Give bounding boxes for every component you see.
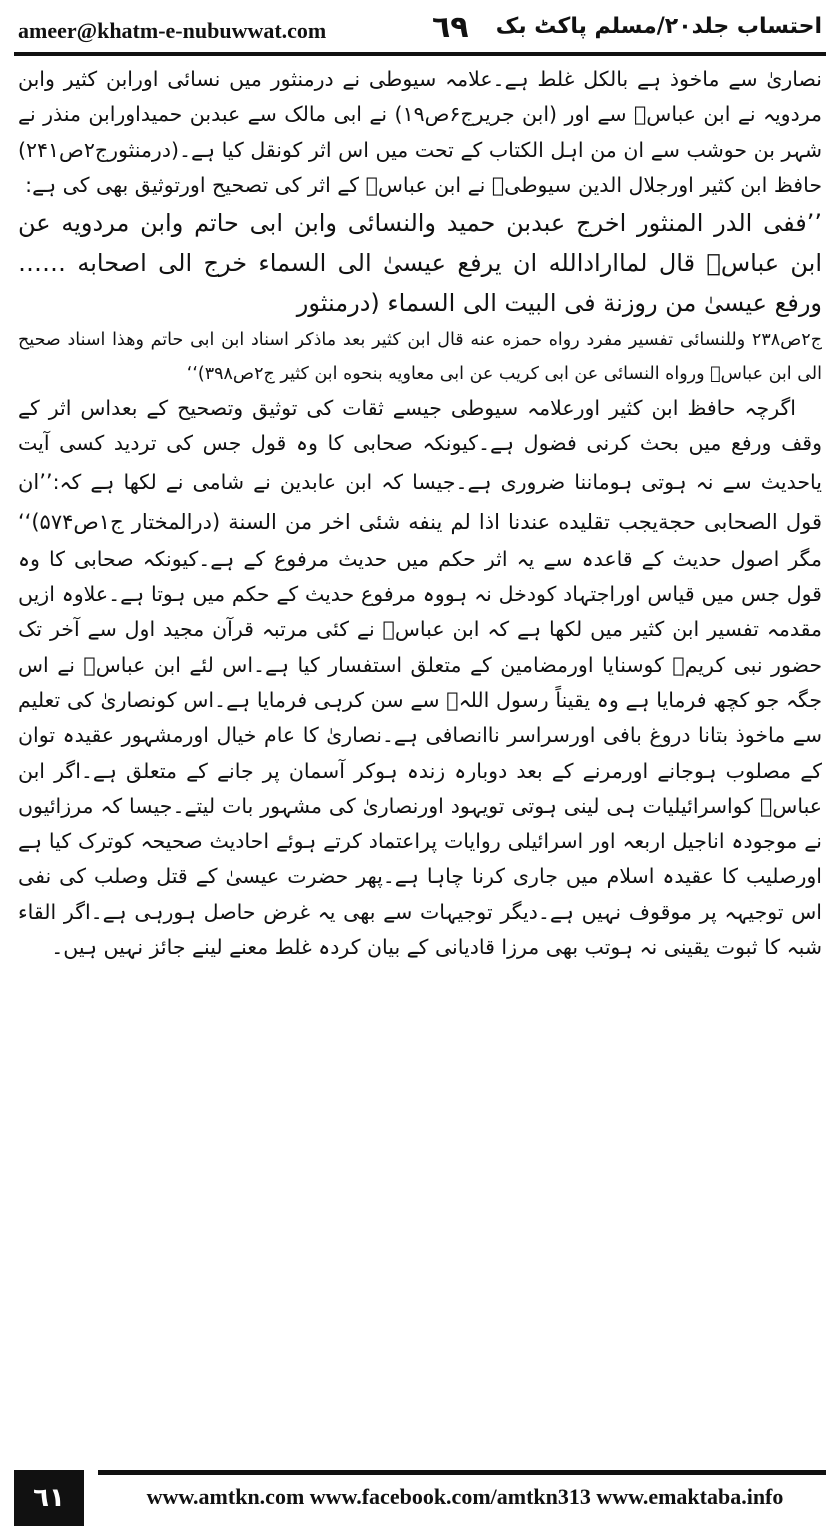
paragraph-discussion-start: اگرچہ حافظ ابن کثیر اورعلامہ سیوطی جیسے ثقات کی توثیق وتصحیح کے بعداس اثر کے وقف ورفع میں بحث کرنی فضول ہے۔کیونکہ صحابی کا وہ قول جس کی تردید کسی آیت یاحدیث سے نہ ہوتی ہوماننا ضروری ہے۔جیسا کہ ابن عابدین نے شامی نے لکھا ہے کہ: [18,396,822,494]
footer-page-number: ٦١ [14,1470,84,1526]
header-email: ameer@khatm-e-nubuwwat.com [18,18,327,43]
footer-rule [98,1470,826,1475]
footer-links: www.amtkn.com www.facebook.com/amtkn313 www.emaktaba.info [146,1484,784,1509]
inline-arabic-quote: ’’ان قول الصحابی حجةیجب تقلیده عندنا اذا لم ینفه شئی اخر من السنة (درالمختار ج۱ص۵۷۴)‘‘ [18,469,822,534]
paragraph-discussion-rest: مگر اصول حدیث کے قاعدہ سے یہ اثر حکم میں حدیث مرفوع کے ہے۔کیونکہ صحابی کا وہ قول جس میں قیاس اوراجتہاد کودخل نہ ہووہ مرفوع حدیث کے حکم میں ہوتا ہے۔علاوہ ازیں مقدمہ تفسیر ابن کثیر میں لکھا ہے کہ ابن عباسؓ نے کئی مرتبہ قرآن مجید اول سے آخر تک حضور نبی کریمﷺ کوسنایا اورمضامین کے متعلق استفسار کیا ہے۔اس لئے ابن عباسؓ نے اس جگہ جو کچھ فرمایا ہے وہ یقیناً رسول اللہﷺ سے سن کرہی فرمایا ہے۔اس کونصاریٰ کی تعلیم سے ماخوذ بتانا دروغ بافی اورسراسر ناانصافی ہے۔نصاریٰ کا عام خیال اورمشہور عقیدہ توان کے مصلوب ہوجانے اورمرنے کے بعد دوبارہ زندہ ہوکر آسمان پر جانے کے متعلق ہے۔اگر ابن عباسؓ کواسرائیلیات ہی لینی ہوتی تویہود اورنصاریٰ کی مشہور بات لیتے۔جیسا کہ مرزائیوں نے موجودہ اناجیل اربعہ اور اسرائیلی روایات پراعتماد کرتے ہوئے احادیث صحیحہ کوترک کیا ہے اورصلیب کا عقیدہ اسلام میں جاری کرنا چاہا ہے۔پھر حضرت عیسیٰ کے قتل وصلب کی نفی اس توجیہہ پر موقوف نہیں ہے۔دیگر توجیہات سے بھی یہ غرض حاصل ہورہی ہے۔اگر القاء شبہ کا ثبوت یقینی نہ ہوتب بھی مرزا قادیانی کے بیان کردہ غلط معنے لینے جائز نہیں ہیں۔ [18,546,822,960]
arabic-quotation-reference: ج۲ص۲۳۸ وللنسائی تفسیر مفرد رواه حمزه عنه قال ابن کثیر بعد ماذکر اسناد ابن ابی حاتم وهذا اسناد صحیح الی ابن عباسؓ ورواه النسائی عن ابی کریب عن ابی معاویه بنحوه ابن کثیر ج۲ص۳۹۸)‘‘ [18,330,822,385]
header-page-number: ٦٩ [432,10,469,45]
page-body [18,62,822,1450]
page-header [14,12,826,52]
arabic-quotation: ’’ففی الدر المنثور اخرج عبدبن حمید والنسائی وابن ابی حاتم وابن مردویه عن ابن عباسؓ قال لماارادالله ان یرفع عیسیٰ الی السماء خرج الی اصحابه …… ورفع عیسیٰ من روزنة فی البیت الی السماء (درمنثور [18,209,822,318]
header-rule [14,52,826,56]
paragraph-intro: نصاریٰ سے ماخوذ ہے بالکل غلط ہے۔علامہ سیوطی نے درمنثور میں نسائی اورابن کثیر وابن مردویہ نے ابن عباسؓ سے اور (ابن جریرج۶ص۱۹) نے ابی مالک سے عبدبن حمیداورابن منذر نے شہر بن حوشب سے ان من اہل الکتاب کے تحت میں اس اثر کونقل کیا ہے۔(درمنثورج۲ص۲۴۱) حافظ ابن کثیر اورجلال الدین سیوطیؒ نے ابن عباسؓ کے اثر کی تصحیح اورتوثیق بھی کی ہے: [18,67,822,197]
page-footer [14,1470,826,1526]
header-book-title: احتساب جلد۲۰/مسلم پاکٹ بک [495,14,822,39]
paragraph-discussion [18,391,822,965]
